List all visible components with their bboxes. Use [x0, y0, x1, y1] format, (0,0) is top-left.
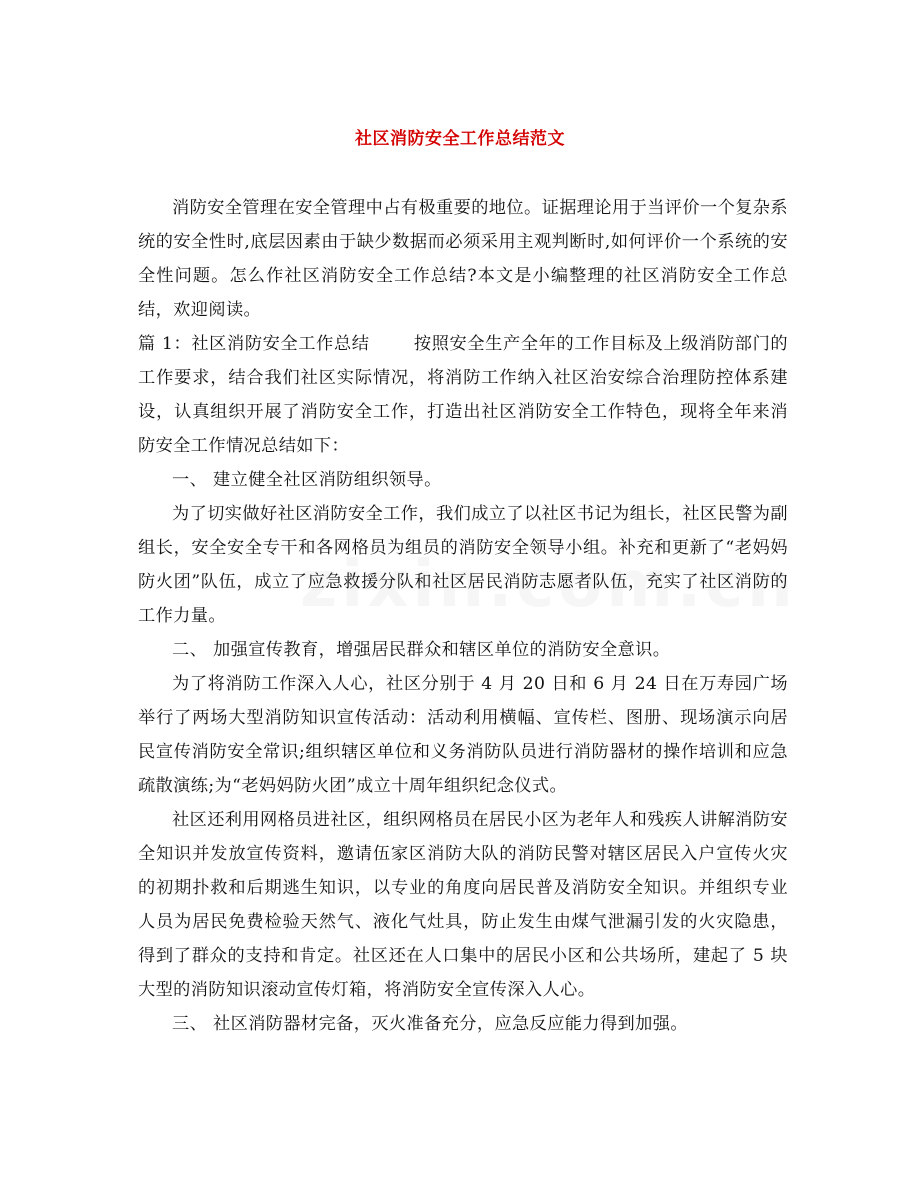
document-body: [138, 191, 788, 1041]
intro-paragraph: 消防安全管理在安全管理中占有极重要的地位。证据理论用于当评价一个复杂系统的安全性时,底层因素由于缺少数据而必须采用主观判断时,如何评价一个系统的安全性问题。怎么作社区消防安全工作总结?本文是小编整理的社区消防安全工作总结，欢迎阅读。: [138, 198, 788, 320]
section-heading-3: 三、 社区消防器材完备，灭火准备充分，应急反应能力得到加强。: [172, 1014, 688, 1034]
article-paragraph: [138, 327, 788, 463]
document-title: 社区消防安全工作总结范文: [355, 129, 565, 149]
section-2-paragraph-1: 为了将消防工作深入人心，社区分别于 4 月 20 日和 6 月 24 日在万寿园广场举行了两场大型消防知识宣传活动：活动利用横幅、宣传栏、图册、现场演示向居民宣传消防安全常识;组织辖区单位和义务消防队员进行消防器材的操作培训和应急疏散演练;为“老妈妈防火团”成立十周年组织纪念仪式。: [138, 674, 788, 796]
section-heading-2: 二、 加强宣传教育，增强居民群众和辖区单位的消防安全意识。: [172, 640, 671, 660]
section-1-paragraph-1: 为了切实做好社区消防安全工作，我们成立了以社区书记为组长，社区民警为副组长，安全安全专干和各网格员为组员的消防安全领导小组。补充和更新了“老妈妈防火团”队伍，成立了应急救援分队和社区居民消防志愿者队伍，充实了社区消防的工作力量。: [138, 504, 788, 626]
section-heading-1: 一、 建立健全社区消防组织领导。: [172, 470, 442, 490]
article-label: 篇 1：社区消防安全工作总结: [138, 334, 370, 354]
section-2-paragraph-2: 社区还利用网格员进社区，组织网格员在居民小区为老年人和残疾人讲解消防安全知识并发放宣传资料，邀请伍家区消防大队的消防民警对辖区居民入户宣传火灾的初期扑救和后期逃生知识，以专业的角度向居民普及消防安全知识。并组织专业人员为居民免费检验天然气、液化气灶具，防止发生由煤气泄漏引发的火灾隐患，得到了群众的支持和肯定。社区还在人口集中的居民小区和公共场所，建起了 5 块大型的消防知识滚动宣传灯箱，将消防安全宣传深入人心。: [138, 810, 788, 1000]
article-lead: 按照安全生产全年的工作目标及上级消防部门的工作要求，结合我们社区实际情况，将消防工作纳入社区治安综合治理防控体系建设，认真组织开展了消防安全工作，打造出社区消防安全工作特色，现将全年来消防安全工作情况总结如下：: [138, 334, 789, 456]
